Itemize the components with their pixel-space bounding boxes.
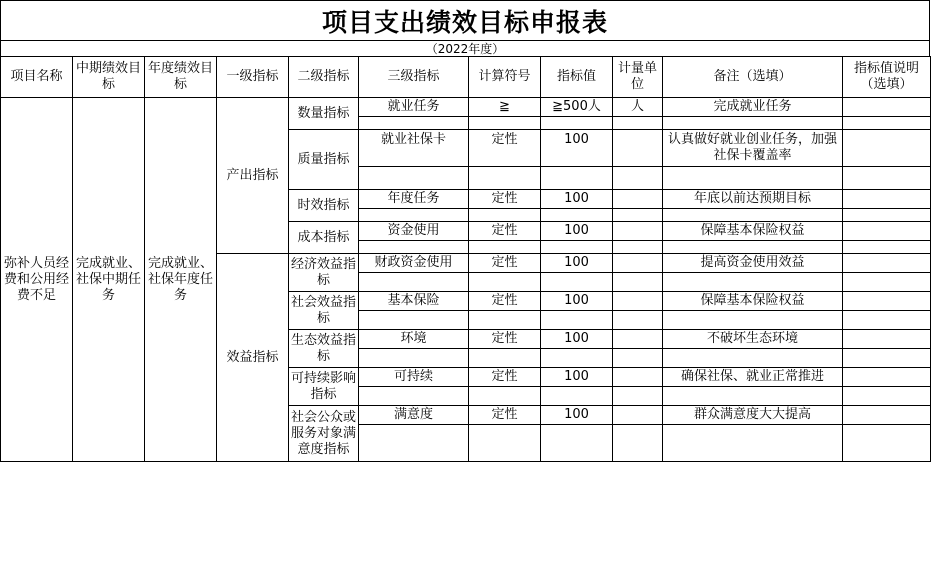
blank-cell [359,387,469,406]
calc-symbol-cell: 定性 [469,368,541,387]
header-project-name: 项目名称 [1,57,73,98]
blank-cell [663,209,843,222]
header-mid-goal: 中期绩效目标 [73,57,145,98]
blank-cell [541,387,613,406]
form-title: 项目支出绩效目标申报表 [0,0,930,40]
calc-symbol-cell: 定性 [469,292,541,311]
level2-economic: 经济效益指标 [289,254,359,292]
header-level3: 三级指标 [359,57,469,98]
target-value-cell: 100 [541,292,613,311]
value-note-cell [843,368,931,387]
unit-cell [613,368,663,387]
value-note-cell [843,222,931,241]
remark-cell: 确保社保、就业正常推进 [663,368,843,387]
blank-cell [663,273,843,292]
blank-cell [843,387,931,406]
target-value-cell: 100 [541,254,613,273]
header-level1: 一级指标 [217,57,289,98]
unit-cell [613,190,663,209]
target-value-cell: 100 [541,368,613,387]
level3-cell: 可持续 [359,368,469,387]
blank-cell [613,167,663,190]
blank-cell [843,209,931,222]
indicator-table [0,56,931,462]
remark-cell: 提高资金使用效益 [663,254,843,273]
header-unit: 计量单位 [613,57,663,98]
blank-cell [613,387,663,406]
remark-cell: 保障基本保险权益 [663,292,843,311]
calc-symbol-cell: 定性 [469,190,541,209]
calc-symbol-cell: 定性 [469,130,541,167]
blank-cell [541,273,613,292]
header-level2: 二级指标 [289,57,359,98]
level2-timeliness: 时效指标 [289,190,359,222]
level3-cell: 资金使用 [359,222,469,241]
target-value-cell: ≧500人 [541,98,613,117]
level2-cost: 成本指标 [289,222,359,254]
calc-symbol-cell: 定性 [469,406,541,425]
target-value-cell: 100 [541,130,613,167]
level2-quantity: 数量指标 [289,98,359,130]
blank-cell [843,241,931,254]
blank-cell [541,349,613,368]
value-note-cell [843,254,931,273]
unit-cell [613,330,663,349]
target-value-cell: 100 [541,406,613,425]
blank-cell [663,167,843,190]
blank-cell [843,117,931,130]
level3-cell: 财政资金使用 [359,254,469,273]
level3-cell: 环境 [359,330,469,349]
level2-quality: 质量指标 [289,130,359,190]
calc-symbol-cell: ≧ [469,98,541,117]
level2-social: 社会效益指标 [289,292,359,330]
unit-cell: 人 [613,98,663,117]
remark-cell: 年底以前达预期目标 [663,190,843,209]
blank-cell [663,425,843,462]
blank-cell [469,241,541,254]
blank-cell [613,241,663,254]
level3-cell: 满意度 [359,406,469,425]
level2-sustainable: 可持续影响指标 [289,368,359,406]
unit-cell [613,406,663,425]
target-value-cell: 100 [541,330,613,349]
blank-cell [613,311,663,330]
level1-output: 产出指标 [217,98,289,254]
mid-goal-cell: 完成就业、社保中期任务 [73,98,145,462]
blank-cell [663,311,843,330]
blank-cell [613,117,663,130]
blank-cell [469,117,541,130]
unit-cell [613,292,663,311]
blank-cell [843,273,931,292]
value-note-cell [843,406,931,425]
project-name-cell: 弥补人员经费和公用经费不足 [1,98,73,462]
header-remark: 备注（选填） [663,57,843,98]
form-year: （2022年度） [0,40,930,57]
blank-cell [359,167,469,190]
blank-cell [613,209,663,222]
level3-cell: 就业任务 [359,98,469,117]
remark-cell: 不破坏生态环境 [663,330,843,349]
blank-cell [359,209,469,222]
blank-cell [663,387,843,406]
unit-cell [613,254,663,273]
level2-ecological: 生态效益指标 [289,330,359,368]
blank-cell [469,311,541,330]
remark-cell: 完成就业任务 [663,98,843,117]
blank-cell [541,209,613,222]
value-note-cell [843,292,931,311]
value-note-cell [843,98,931,117]
blank-cell [843,349,931,368]
blank-cell [469,167,541,190]
target-value-cell: 100 [541,222,613,241]
blank-cell [359,117,469,130]
blank-cell [843,311,931,330]
remark-cell: 保障基本保险权益 [663,222,843,241]
blank-cell [541,117,613,130]
blank-cell [613,425,663,462]
level3-cell: 年度任务 [359,190,469,209]
blank-cell [469,387,541,406]
level3-cell: 就业社保卡 [359,130,469,167]
value-note-cell [843,330,931,349]
blank-cell [541,311,613,330]
blank-cell [359,349,469,368]
unit-cell [613,130,663,167]
blank-cell [469,209,541,222]
target-value-cell: 100 [541,190,613,209]
blank-cell [469,273,541,292]
blank-cell [613,349,663,368]
level3-cell: 基本保险 [359,292,469,311]
annual-goal-cell: 完成就业、社保年度任务 [145,98,217,462]
blank-cell [541,167,613,190]
blank-cell [541,425,613,462]
calc-symbol-cell: 定性 [469,254,541,273]
blank-cell [663,241,843,254]
calc-symbol-cell: 定性 [469,222,541,241]
blank-cell [663,349,843,368]
value-note-cell [843,190,931,209]
blank-cell [359,425,469,462]
level1-benefit: 效益指标 [217,254,289,462]
blank-cell [843,167,931,190]
value-note-cell [843,130,931,167]
blank-cell [469,349,541,368]
blank-cell [469,425,541,462]
remark-cell: 认真做好就业创业任务，加强社保卡覆盖率 [663,130,843,167]
blank-cell [359,311,469,330]
header-row [1,57,931,98]
header-target-value: 指标值 [541,57,613,98]
calc-symbol-cell: 定性 [469,330,541,349]
remark-cell: 群众满意度大大提高 [663,406,843,425]
level2-satisfaction: 社会公众或服务对象满意度指标 [289,406,359,462]
header-value-note: 指标值说明（选填） [843,57,931,98]
unit-cell [613,222,663,241]
header-calc-symbol: 计算符号 [469,57,541,98]
blank-cell [541,241,613,254]
blank-cell [663,117,843,130]
blank-cell [359,241,469,254]
blank-cell [843,425,931,462]
blank-cell [359,273,469,292]
header-annual-goal: 年度绩效目标 [145,57,217,98]
blank-cell [613,273,663,292]
